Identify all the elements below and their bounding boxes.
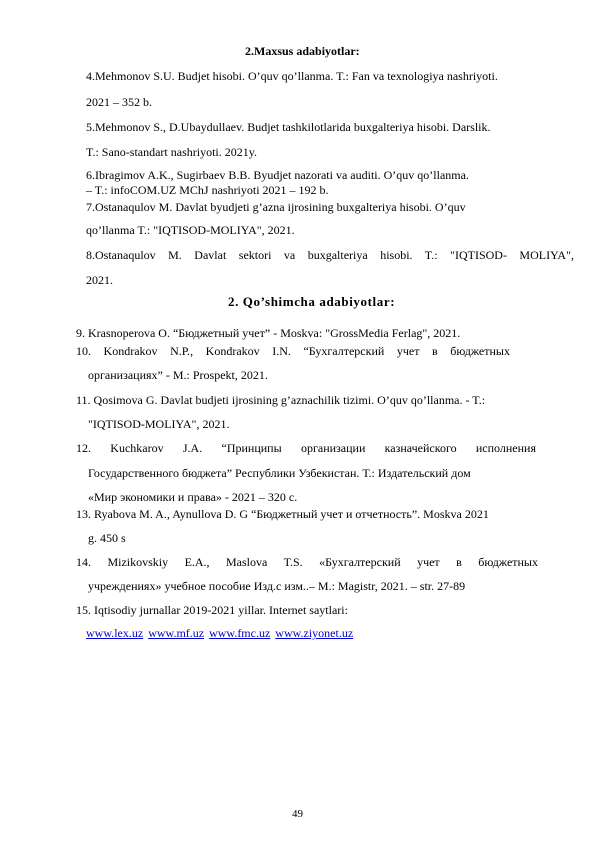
ref-4-line2: 2021 – 352 b. xyxy=(86,95,152,109)
ref-5-line2: T.: Sano-standart nashriyoti. 2021y. xyxy=(86,145,257,159)
ref-6-line2: – T.: infoCOM.UZ MChJ nashriyoti 2021 – 192 b. xyxy=(86,183,329,197)
ref-6-line1: 6.Ibragimov A.K., Sugirbaev B.B. Byudjet nazorati va auditi. O’quv qo’llanma. xyxy=(86,168,469,182)
ref-15: 15. Iqtisodiy jurnallar 2019-2021 yillar. Internet saytlari: xyxy=(76,603,348,617)
ref-10-line2: организациях” - M.: Prospekt, 2021. xyxy=(88,368,268,382)
ref-4-line1: 4.Mehmonov S.U. Budjet hisobi. O’quv qo’llanma. T.: Fan va texnologiya nashriyoti. xyxy=(86,69,498,83)
ref-13-line2: g. 450 s xyxy=(88,531,126,545)
ref-10-line1: 10. Kondrakov N.P., Kondrakov I.N. “Бухгалтерский учет в бюджетных xyxy=(76,344,510,358)
ref-11-line2: "IQTISOD-MOLIYA", 2021. xyxy=(88,417,230,431)
ref-12-line3: «Мир экономики и права» - 2021 – 320 с. xyxy=(88,490,298,504)
page-number: 49 xyxy=(292,808,303,820)
internet-links xyxy=(86,626,355,640)
ref-13-line1: 13. Ryabova M. A., Aynullova D. G “Бюджетный учет и отчетность”. Moskva 2021 xyxy=(76,507,489,521)
link-fmc[interactable]: www.fmc.uz xyxy=(209,626,271,640)
link-mf[interactable]: www.mf.uz xyxy=(148,626,205,640)
ref-7-line1: 7.Ostanaqulov M. Davlat byudjeti g’azna ijrosining buxgalteriya hisobi. O’quv xyxy=(86,200,466,214)
heading-additional-literature: 2. Qo’shimcha adabiyotlar: xyxy=(228,294,396,309)
ref-11-line1: 11. Qosimova G. Davlat budjeti ijrosining g’aznachilik tizimi. O’quv qo’llanma. - T.: xyxy=(76,393,486,407)
ref-14-line2: учреждениях» учебное пособие Изд.с изм..– M.: Magistr, 2021. – str. 27-89 xyxy=(88,579,466,593)
heading-special-literature: 2.Maxsus adabiyotlar: xyxy=(245,44,360,58)
ref-14-line1: 14. Mizikovskiy E.A., Maslova T.S. «Бухгалтерский учет в бюджетных xyxy=(76,555,538,569)
ref-8-line1: 8.Ostanaqulov M. Davlat sektori va buxgalteriya hisobi. T.: "IQTISOD- MOLIYA", xyxy=(86,248,574,262)
ref-9: 9. Krasnoperova O. “Бюджетный учет” - Moskva: "GrossMedia Ferlag", 2021. xyxy=(76,326,461,340)
ref-7-line2: qo’llanma T.: "IQTISOD-MOLIYA", 2021. xyxy=(86,223,295,237)
link-lex[interactable]: www.lex.uz xyxy=(86,626,144,640)
link-ziyonet[interactable]: www.ziyonet.uz xyxy=(275,626,354,640)
ref-5-line1: 5.Mehmonov S., D.Ubaydullaev. Budjet tashkilotlarida buxgalteriya hisobi. Darslik. xyxy=(86,120,491,134)
ref-8-line2: 2021. xyxy=(86,273,113,287)
ref-12-line1: 12. Kuchkarov J.A. “Принципы организации казначейского исполнения xyxy=(76,441,536,455)
ref-12-line2: Государственного бюджета” Республики Узбекистан. Т.: Издательский дом xyxy=(88,466,471,480)
